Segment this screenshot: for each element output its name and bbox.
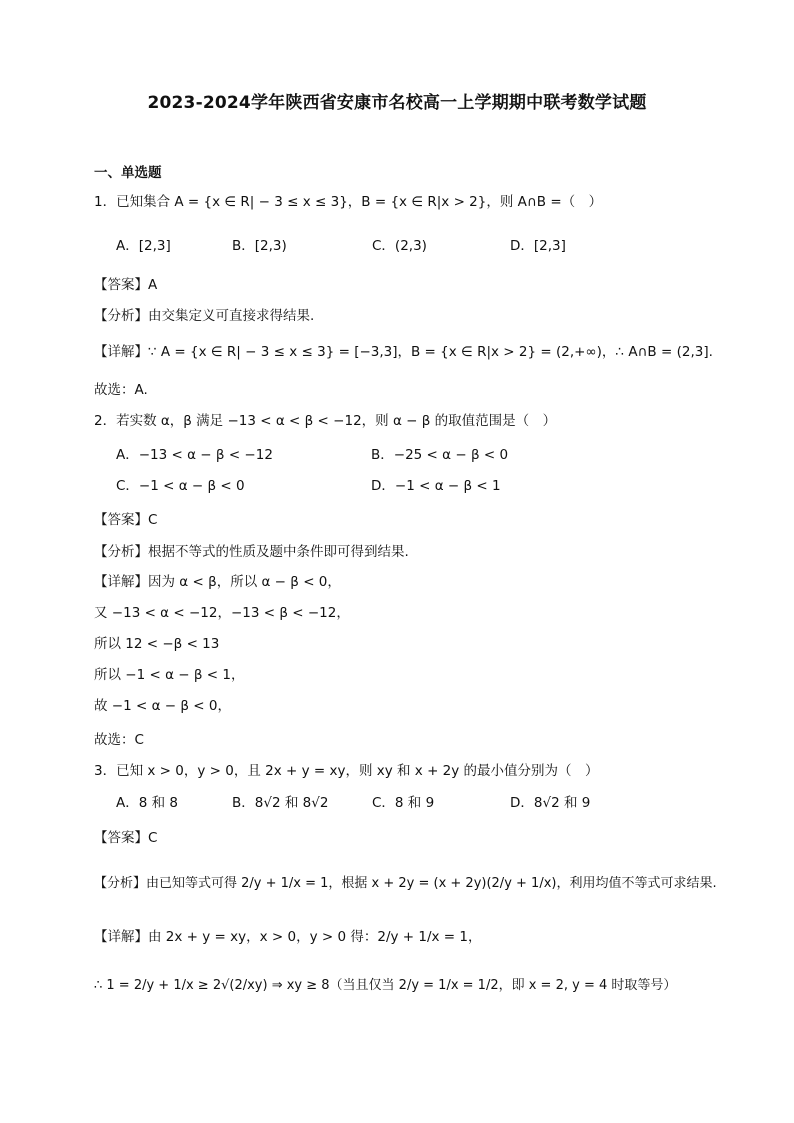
q2-choice: 故选：C: [94, 732, 144, 748]
q3-option-a: A．8 和 8: [116, 795, 178, 811]
section-heading: 一、单选题: [94, 165, 162, 181]
q2-detail-2: 又 −13 < α < −12，−13 < β < −12，: [94, 605, 350, 621]
q3-option-d: D．8√2 和 9: [510, 795, 591, 811]
q2-answer: 【答案】C: [94, 512, 158, 528]
q1-option-d: D．[2,3]: [510, 238, 566, 254]
q1-option-b: B．[2,3): [232, 238, 287, 254]
q1-choice: 故选：A.: [94, 382, 148, 398]
question-3-stem: 3．已知 x > 0，y > 0，且 2x + y = xy，则 xy 和 x + 2y 的最小值分别为（ ）: [94, 763, 599, 779]
q1-answer: 【答案】A: [94, 277, 158, 293]
q3-analysis: 【分析】由已知等式可得 2/y + 1/x = 1，根据 x + 2y = (x + 2y)(2/y + 1/x)，利用均值不等式可求结果.: [94, 876, 717, 891]
q3-detail: 【详解】由 2x + y = xy，x > 0，y > 0 得：2/y + 1/x = 1，: [94, 929, 482, 945]
q1-option-c: C．(2,3): [372, 238, 427, 254]
question-2-stem: 2．若实数 α，β 满足 −13 < α < β < −12，则 α − β 的取值范围是（ ）: [94, 413, 557, 429]
q2-option-a: A．−13 < α − β < −12: [116, 447, 273, 463]
q2-detail-4: 所以 −1 < α − β < 1，: [94, 667, 245, 683]
q2-detail-3: 所以 12 < −β < 13: [94, 636, 220, 652]
q2-option-b: B．−25 < α − β < 0: [371, 447, 509, 463]
q2-analysis: 【分析】根据不等式的性质及题中条件即可得到结果.: [94, 544, 409, 560]
question-1-stem: 1．已知集合 A = {x ∈ R| − 3 ≤ x ≤ 3}，B = {x ∈ R|x > 2}，则 A∩B =（ ）: [94, 194, 603, 210]
q3-detail-2: ∴ 1 = 2/y + 1/x ≥ 2√(2/xy) ⇒ xy ≥ 8（当且仅当 2/y = 1/x = 1/2，即 x = 2, y = 4 时取等号）: [94, 978, 677, 993]
q3-option-c: C．8 和 9: [372, 795, 435, 811]
q2-option-c: C．−1 < α − β < 0: [116, 478, 245, 494]
q2-detail-1: 【详解】因为 α < β，所以 α − β < 0，: [94, 574, 341, 590]
q2-option-d: D．−1 < α − β < 1: [371, 478, 501, 494]
q1-option-a: A．[2,3]: [116, 238, 171, 254]
q3-answer: 【答案】C: [94, 830, 158, 846]
page-title: 2023-2024学年陕西省安康市名校高一上学期期中联考数学试题: [147, 93, 647, 113]
q2-detail-5: 故 −1 < α − β < 0，: [94, 698, 231, 714]
q3-option-b: B．8√2 和 8√2: [232, 795, 329, 811]
q1-analysis: 【分析】由交集定义可直接求得结果.: [94, 308, 315, 324]
q1-detail: 【详解】∵ A = {x ∈ R| − 3 ≤ x ≤ 3} = [−3,3]，B = {x ∈ R|x > 2} = (2,+∞)，∴ A∩B = (2,3].: [94, 344, 713, 360]
